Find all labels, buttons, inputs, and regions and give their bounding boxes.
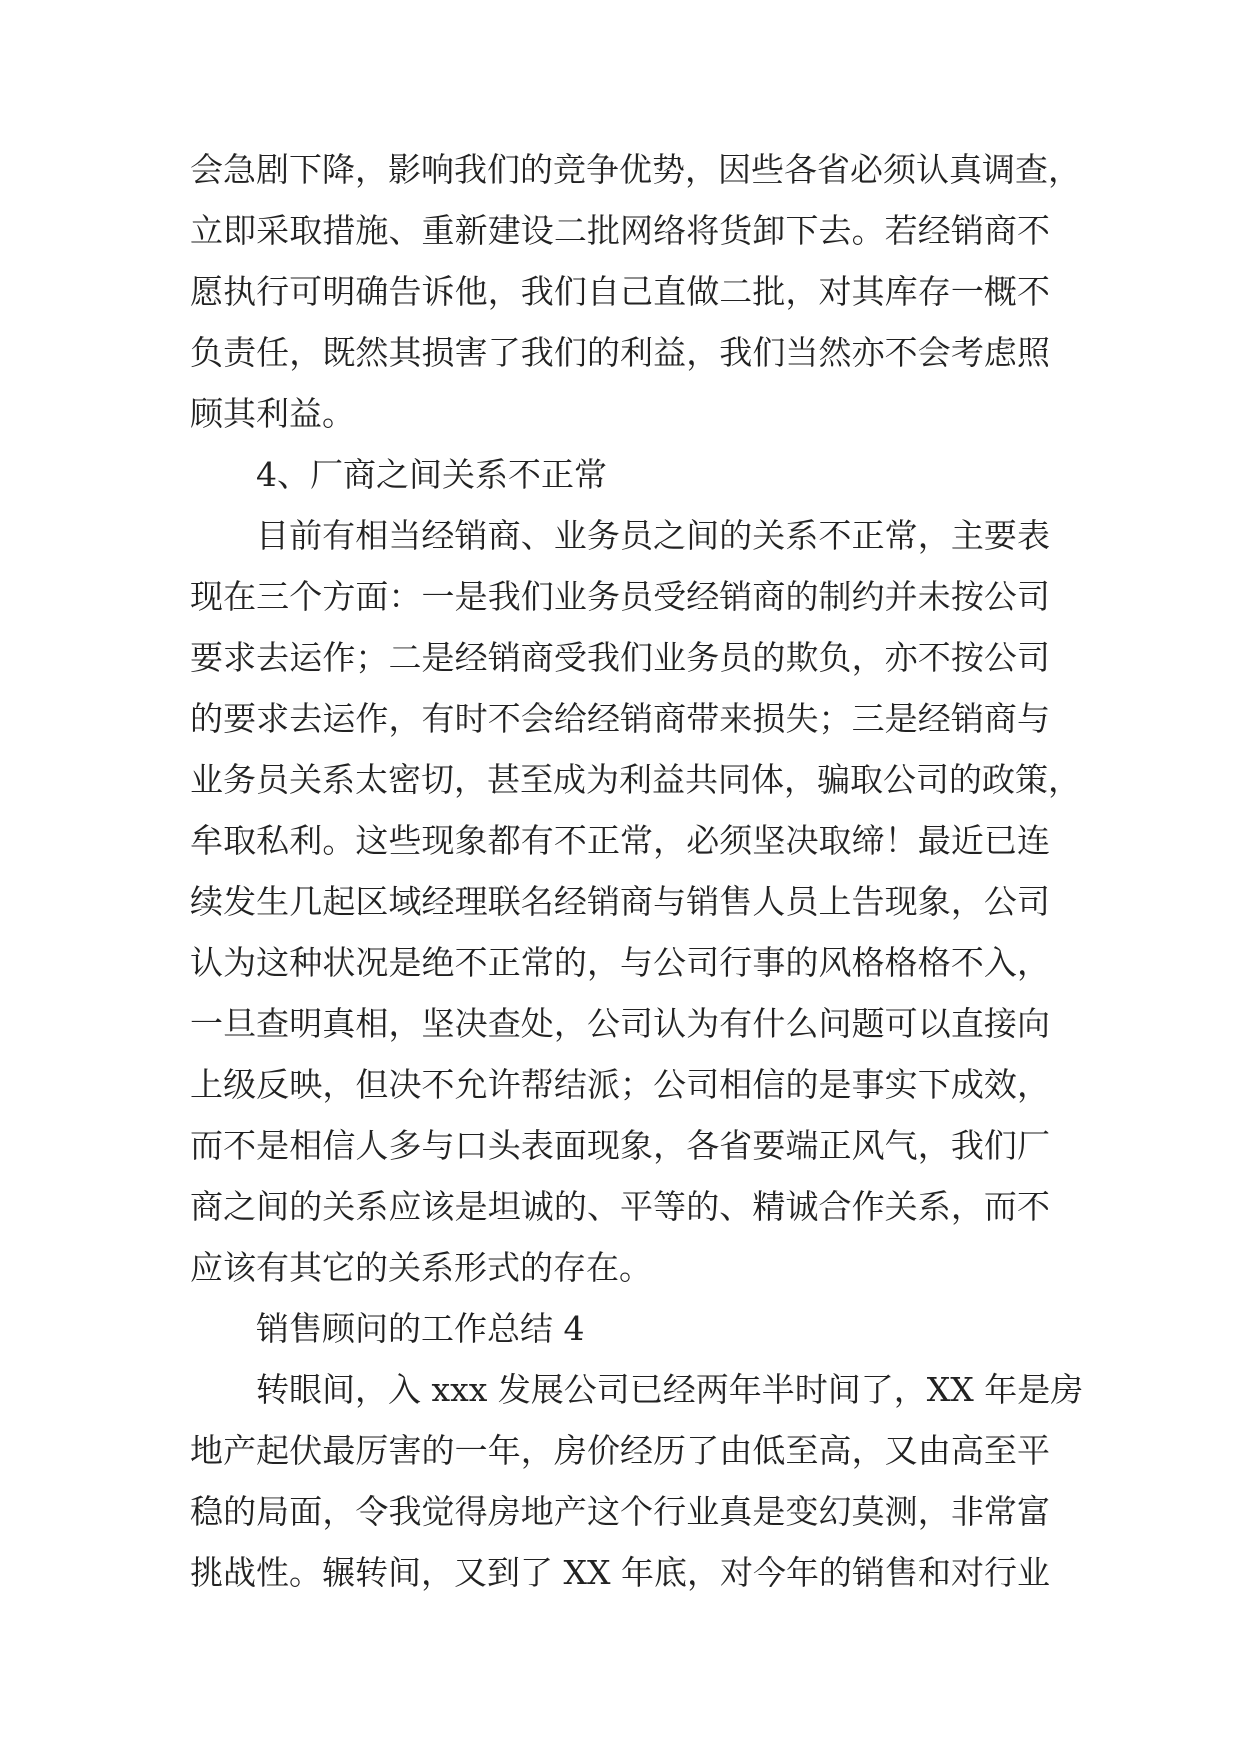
paragraph-line: 牟取私利。这些现象都有不正常，必须坚决取缔！最近已连 [190,821,1050,860]
paragraph-line: 立即采取措施、重新建设二批网络将货卸下去。若经销商不 [190,211,1050,250]
paragraph-line: 会急剧下降，影响我们的竞争优势，因些各省必须认真调查， [190,150,1081,189]
paragraph-line: 转眼间，入 xxx 发展公司已经两年半时间了，XX 年是房 [256,1370,1084,1409]
paragraph-line: 负责任，既然其损害了我们的利益，我们当然亦不会考虑照 [190,333,1050,372]
section-heading: 销售顾问的工作总结 4 [256,1309,585,1348]
paragraph-line: 业务员关系太密切，甚至成为利益共同体，骗取公司的政策， [190,760,1081,799]
paragraph-line: 要求去运作；二是经销商受我们业务员的欺负，亦不按公司 [190,638,1050,677]
paragraph-line: 续发生几起区域经理联名经销商与销售人员上告现象，公司 [190,882,1050,921]
paragraph-line: 现在三个方面：一是我们业务员受经销商的制约并未按公司 [190,577,1050,616]
paragraph-line: 的要求去运作，有时不会给经销商带来损失；三是经销商与 [190,699,1050,738]
paragraph-line: 愿执行可明确告诉他，我们自己直做二批，对其库存一概不 [190,272,1050,311]
paragraph-line: 稳的局面，令我觉得房地产这个行业真是变幻莫测，非常富 [190,1492,1050,1531]
paragraph-line: 挑战性。辗转间，又到了 XX 年底，对今年的销售和对行业 [190,1553,1050,1592]
paragraph-line: 商之间的关系应该是坦诚的、平等的、精诚合作关系，而不 [190,1187,1050,1226]
paragraph-line: 认为这种状况是绝不正常的，与公司行事的风格格格不入， [190,943,1050,982]
paragraph-line: 应该有其它的关系形式的存在。 [190,1248,652,1287]
paragraph-line: 一旦查明真相，坚决查处，公司认为有什么问题可以直接向 [190,1004,1050,1043]
paragraph-line: 而不是相信人多与口头表面现象，各省要端正风气，我们厂 [190,1126,1050,1165]
section-heading: 4、厂商之间关系不正常 [256,455,607,494]
paragraph-line: 地产起伏最厉害的一年，房价经历了由低至高，又由高至平 [190,1431,1050,1470]
paragraph-line: 上级反映，但决不允许帮结派；公司相信的是事实下成效， [190,1065,1050,1104]
paragraph-line: 顾其利益。 [190,394,355,433]
paragraph-line: 目前有相当经销商、业务员之间的关系不正常，主要表 [256,516,1050,555]
